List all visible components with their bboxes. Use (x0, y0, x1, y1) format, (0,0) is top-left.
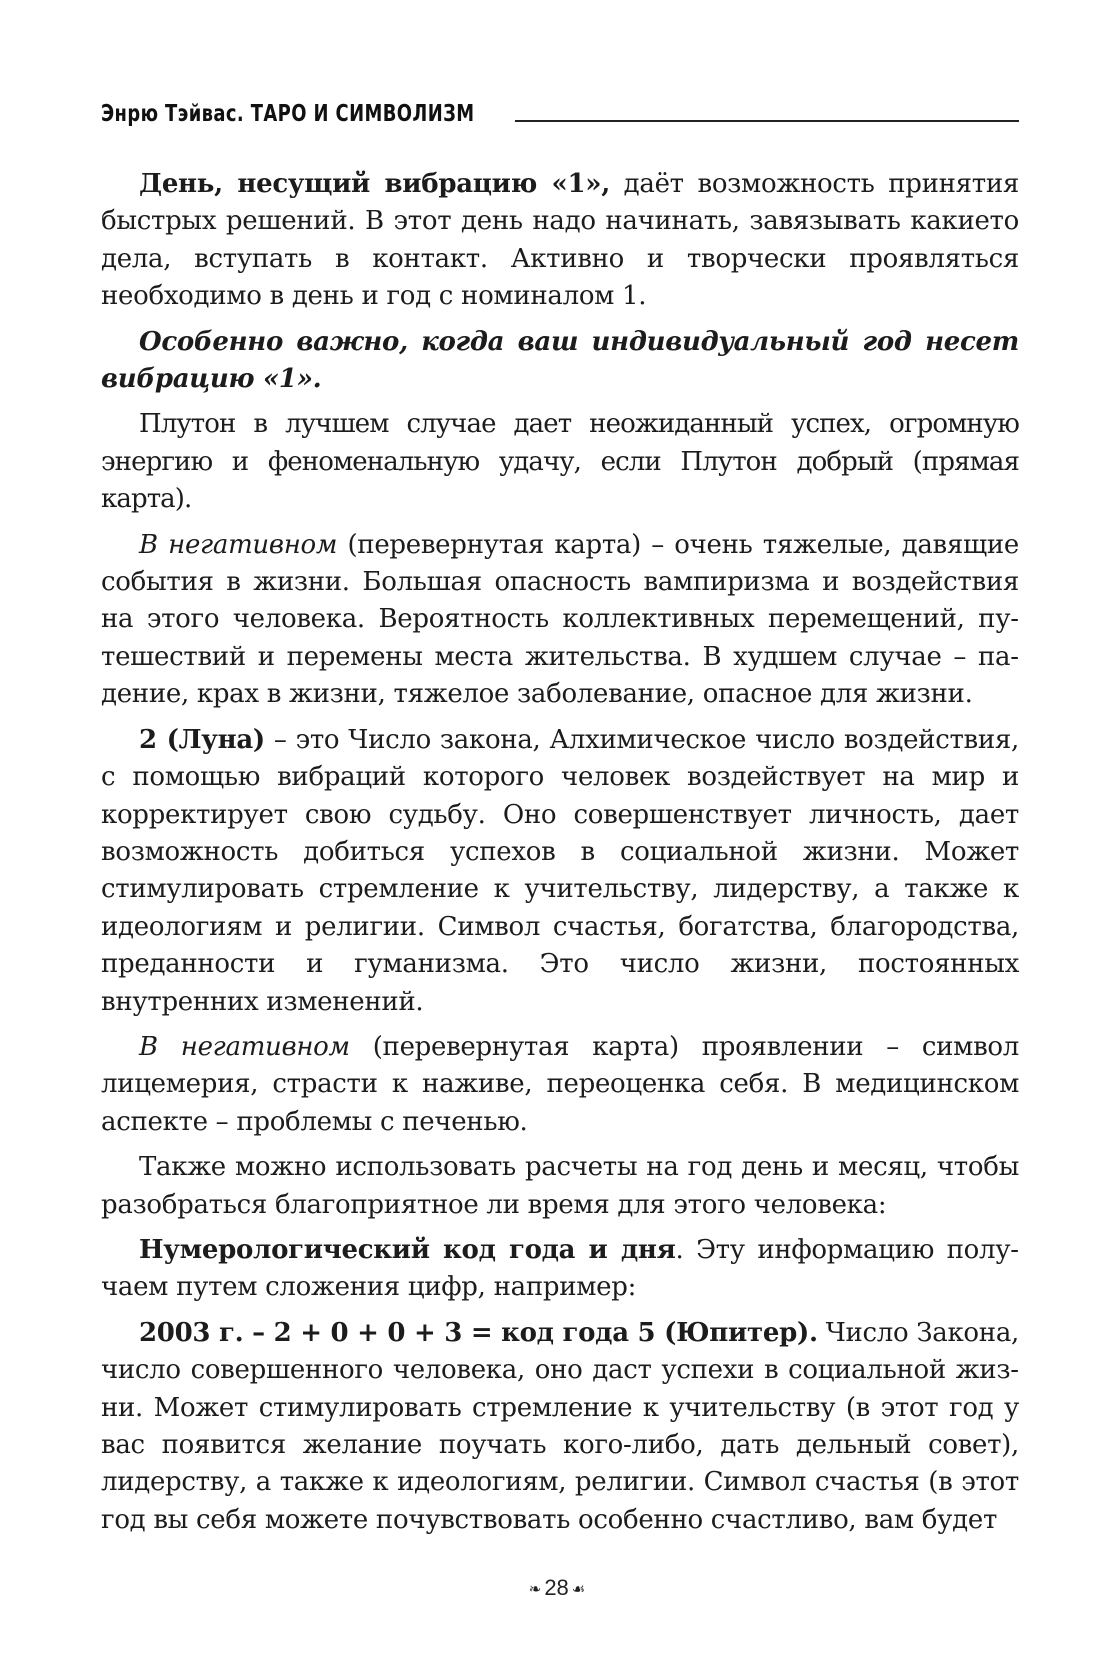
paragraph-negative-pluto (101, 527, 1019, 714)
paragraph-year-2003 (101, 1315, 1019, 1539)
paragraph-lead-italic: В негативном (139, 529, 338, 560)
paragraph-lead-bold: 2003 г. – 2 + 0 + 0 + 3 = код года 5 (Юпитер). (139, 1317, 818, 1348)
ornament-right-icon: ☙ (571, 1581, 586, 1599)
paragraph-pluto (101, 406, 1019, 518)
paragraph-bold-italic: Особенно важно, когда ваш индивидуальный год несет вибрацию «1». (101, 326, 1019, 395)
paragraph-text: (перевернутая карта) – очень тяжелые, давящие события в жизни. Большая опасность вампиризма и воздействия на этого человека. Вероятность коллективных перемещений, путешествий и перемены места жительства. В худшем случае – падение, крах в жизни, тяжелое заболевание, опасное для жизни. (101, 529, 1019, 710)
running-head (101, 92, 1019, 126)
paragraph-text: Число Закона, число совершенного человека, оно даст успехи в социальной жизни. Может стимулировать стремление к учительству (в этот год у вас появится желание поучать кого-либо, дать дельный совет), лидерству, а также к идеологиям, религии. Символ счастья (в этот год вы себя можете почувствовать особенно счастливо, вам будет (101, 1317, 1019, 1535)
paragraph-text: Плутон в лучшем случае дает неожиданный успех, огромную энергию и феноменальную удачу, если Плутон добрый (прямая карта). (101, 409, 1019, 515)
running-head-title: Энрю Тэйвас. ТАРО И СИМВОЛИЗМ (101, 101, 475, 127)
paragraph-lead-italic: В негативном (139, 1031, 350, 1062)
paragraph-lead-bold: День, несущий вибрацию «1», (139, 169, 610, 199)
body-text (101, 166, 1019, 1547)
paragraph-text: даёт возможность принятия быстрых решений. В этот день надо начинать, завязывать какието дела, вступать в контакт. Активно и творчески проявляться необходимо в день и год с номиналом 1. (101, 169, 1019, 312)
paragraph-text: . Эту информацию получаем путем сложения цифр, например: (101, 1234, 1019, 1303)
paragraph-lead-bold: Нумерологический код года и дня (139, 1234, 676, 1265)
paragraph-moon-2 (101, 722, 1019, 1021)
paragraph-calculations (101, 1149, 1019, 1224)
running-head-rule (515, 120, 1019, 122)
paragraph-lead-bold: 2 (Луна) (139, 724, 265, 755)
page-number: 28 (544, 1575, 569, 1600)
paragraph-important-note (101, 324, 1019, 399)
page-footer (0, 1575, 1114, 1601)
paragraph-text: – это Число закона, Алхимическое число воздействия, с помощью вибраций которого человек воздействует на мир и корректирует свою судьбу. Оно совершенствует личность, дает возможность добиться успехов в социальной жизни. Может стимулировать стремление к учительству, лидерству, а также к идеологиям и религии. Символ счастья, богатства, благородства, преданности и гуманизма. Это число жизни, постоянных внутренних изменений. (101, 724, 1019, 1017)
paragraph-vibration-1 (101, 166, 1019, 316)
ornament-left-icon: ❧ (528, 1581, 542, 1599)
paragraph-text: (перевернутая карта) проявлении – символ лицемерия, страсти к наживе, переоценка себя. В медицинском аспекте – проблемы с печенью. (101, 1031, 1019, 1137)
paragraph-numerology-code (101, 1232, 1019, 1307)
paragraph-negative-moon (101, 1029, 1019, 1141)
paragraph-text: Также можно использовать расчеты на год день и месяц, чтобы разобраться благоприятное ли время для этого человека: (101, 1152, 1019, 1220)
